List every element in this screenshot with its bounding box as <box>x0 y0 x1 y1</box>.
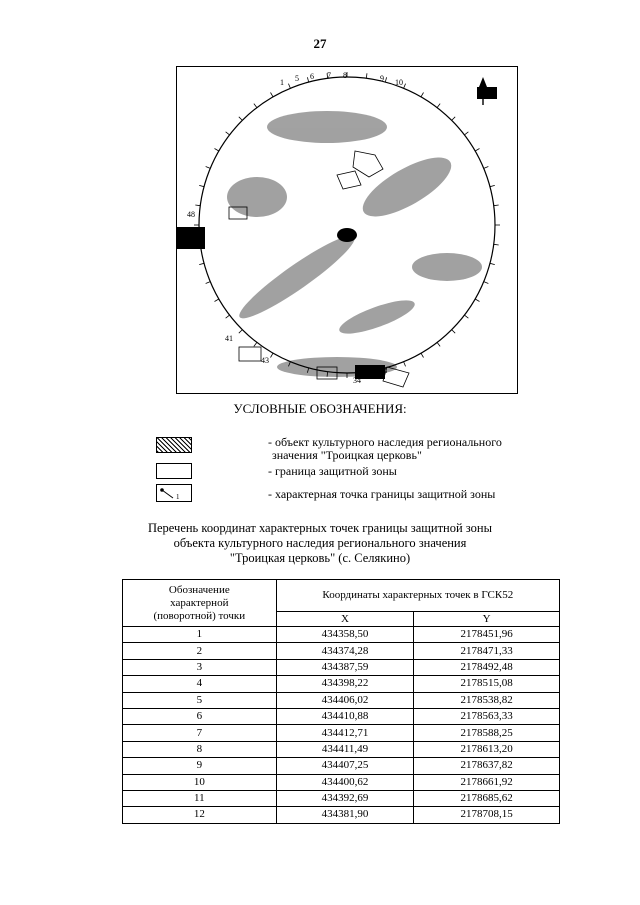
legend-marker-label: 1 <box>176 493 180 501</box>
zone-point-tick <box>385 77 386 82</box>
zone-point-tick <box>288 84 290 89</box>
point-number-cell: 5 <box>123 692 277 708</box>
y-coordinate-cell: 2178451,96 <box>414 627 560 643</box>
y-header: Y <box>414 612 560 627</box>
y-coordinate-cell: 2178661,92 <box>414 774 560 790</box>
y-coordinate-cell: 2178515,08 <box>414 676 560 692</box>
x-coordinate-cell: 434407,25 <box>276 758 414 774</box>
map-point-label: 41 <box>225 334 233 343</box>
legend-item-text: значения "Троицкая церковь" <box>272 448 422 462</box>
table-row <box>123 643 560 659</box>
point-number-cell: 9 <box>123 758 277 774</box>
point-header-line: Обозначение <box>168 583 230 596</box>
zone-point-tick <box>421 92 424 96</box>
zone-point-tick <box>437 342 440 346</box>
page-number: 27 <box>313 36 327 51</box>
x-coordinate-cell: 434387,59 <box>276 659 414 675</box>
point-header-line: характерной <box>170 596 229 609</box>
point-number-cell: 1 <box>123 627 277 643</box>
y-coordinate-cell: 2178492,48 <box>414 659 560 675</box>
legend-item-text: - граница защитной зоны <box>268 464 397 478</box>
zone-point-tick <box>366 73 367 78</box>
zone-point-tick <box>239 117 243 121</box>
map-point-label: 34 <box>353 376 361 385</box>
zone-point-tick <box>484 166 489 168</box>
table-row <box>123 725 560 741</box>
x-coordinate-cell: 434398,22 <box>276 676 414 692</box>
x-coordinate-cell: 434410,88 <box>276 708 414 724</box>
zone-point-tick <box>206 282 211 284</box>
zone-point-tick <box>239 330 243 334</box>
zone-point-tick <box>452 330 456 334</box>
y-coordinate-cell: 2178563,33 <box>414 708 560 724</box>
table-row <box>123 627 560 643</box>
zone-point-tick <box>475 149 479 152</box>
numbered-point-icon <box>156 484 192 502</box>
zone-point-tick <box>490 185 495 186</box>
point-number-cell: 7 <box>123 725 277 741</box>
x-coordinate-cell: 434381,90 <box>276 807 414 823</box>
zone-point-tick <box>421 353 424 357</box>
point-number-cell: 6 <box>123 708 277 724</box>
x-coordinate-cell: 434400,62 <box>276 774 414 790</box>
zone-point-tick <box>490 263 495 264</box>
y-coordinate-cell: 2178538,82 <box>414 692 560 708</box>
zone-point-tick <box>494 244 499 245</box>
legend-item-text: - характерная точка границы защитной зоны <box>268 487 496 501</box>
table-row <box>123 774 560 790</box>
y-coordinate-cell: 2178613,20 <box>414 741 560 757</box>
zone-point-tick <box>404 362 406 367</box>
zone-point-tick <box>404 84 406 89</box>
x-header: X <box>276 612 414 627</box>
zone-point-tick <box>464 315 468 318</box>
hatched-square-icon <box>156 437 192 453</box>
zone-point-tick <box>214 149 218 152</box>
coords-header: Координаты характерных точек в ГСК52 <box>276 580 559 612</box>
legend-item-text: - объект культурного наследия регионального <box>268 435 502 449</box>
x-coordinate-cell: 434374,28 <box>276 643 414 659</box>
zone-point-tick <box>484 282 489 284</box>
zone-point-tick <box>226 315 230 318</box>
zone-point-tick <box>271 353 274 357</box>
map-point-label: 43 <box>261 356 269 365</box>
zone-point-tick <box>464 132 468 135</box>
map-point-label: 6 <box>310 72 314 81</box>
zone-point-tick <box>437 104 440 108</box>
zone-point-tick <box>307 77 308 82</box>
x-coordinate-cell: 434358,50 <box>276 627 414 643</box>
zone-point-tick <box>195 205 200 206</box>
table-row <box>123 790 560 806</box>
point-number-cell: 3 <box>123 659 277 675</box>
title-line: объекта культурного наследия регионального значения <box>173 536 467 550</box>
legend-title: УСЛОВНЫЕ ОБОЗНАЧЕНИЯ: <box>233 401 407 416</box>
coordinates-table <box>122 579 560 824</box>
table-row <box>123 741 560 757</box>
coordinates-list-title <box>0 521 640 566</box>
map-point-label: 48 <box>187 210 195 219</box>
point-number-cell: 2 <box>123 643 277 659</box>
y-coordinate-cell: 2178588,25 <box>414 725 560 741</box>
zone-point-tick <box>254 342 257 346</box>
zone-point-tick <box>271 92 274 96</box>
map-point-label: 10 <box>395 78 403 87</box>
protection-zone-map <box>176 66 518 394</box>
point-number-cell: 10 <box>123 774 277 790</box>
zone-point-tick <box>214 299 218 302</box>
map-point-label: 7 <box>327 71 331 80</box>
zone-point-tick <box>494 205 499 206</box>
coordinates-table-body <box>123 627 560 824</box>
x-coordinate-cell: 434392,69 <box>276 790 414 806</box>
point-number-cell: 11 <box>123 790 277 806</box>
zone-point-tick <box>475 299 479 302</box>
title-line: "Троицкая церковь" (с. Селякино) <box>229 551 411 565</box>
map-point-label: 1 <box>280 78 284 87</box>
table-row <box>123 676 560 692</box>
zone-point-tick <box>452 117 456 121</box>
point-number-cell: 12 <box>123 807 277 823</box>
map-drawing <box>177 67 517 393</box>
point-header <box>123 580 277 627</box>
map-point-label: 5 <box>295 74 299 83</box>
point-header-line: (поворотной) точки <box>153 609 246 622</box>
title-line: Перечень координат характерных точек границы защитной зоны <box>147 521 493 535</box>
table-row <box>123 758 560 774</box>
zone-point-tick <box>206 166 211 168</box>
zone-point-tick <box>226 132 230 135</box>
point-number-cell: 8 <box>123 741 277 757</box>
y-coordinate-cell: 2178685,62 <box>414 790 560 806</box>
x-coordinate-cell: 434406,02 <box>276 692 414 708</box>
zone-point-tick <box>199 185 204 186</box>
y-coordinate-cell: 2178637,82 <box>414 758 560 774</box>
zone-point-tick <box>254 104 257 108</box>
x-coordinate-cell: 434412,71 <box>276 725 414 741</box>
map-point-label: 9 <box>380 74 384 83</box>
point-number-cell: 4 <box>123 676 277 692</box>
x-coordinate-cell: 434411,49 <box>276 741 414 757</box>
map-point-label: 8 <box>343 71 347 80</box>
y-coordinate-cell: 2178471,33 <box>414 643 560 659</box>
table-row <box>123 692 560 708</box>
table-row <box>123 659 560 675</box>
table-row <box>123 708 560 724</box>
zone-point-tick <box>199 263 204 264</box>
y-coordinate-cell: 2178708,15 <box>414 807 560 823</box>
table-row <box>123 807 560 823</box>
rectangle-outline-icon <box>156 463 192 479</box>
